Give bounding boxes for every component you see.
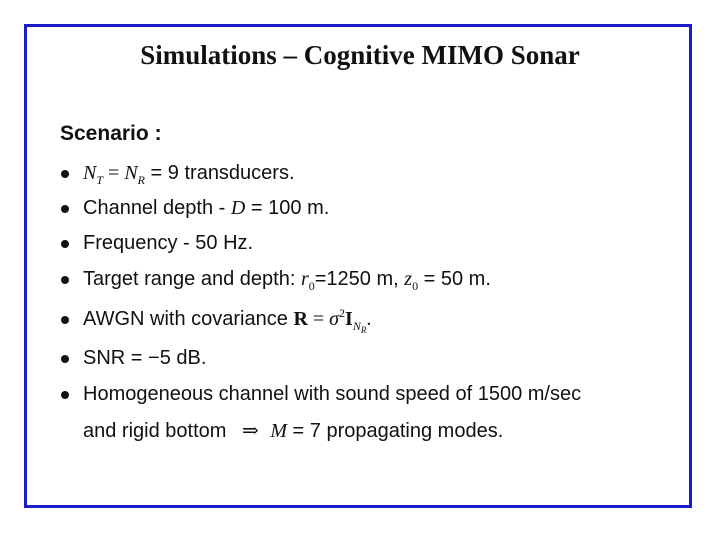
math-R: R — [293, 308, 308, 330]
math-N: N — [124, 162, 138, 184]
bullet-dot-icon — [61, 276, 69, 284]
bullet-dot-icon — [61, 316, 69, 324]
slide-title: Simulations – Cognitive MIMO Sonar — [140, 40, 580, 70]
math-I: I — [345, 308, 353, 330]
bullet-dot-icon — [61, 391, 69, 399]
math-sigma: σ — [329, 308, 340, 330]
heading-colon: : — [154, 122, 162, 145]
math-D: D — [230, 197, 246, 219]
bullet-channel-continuation: and rigid bottom ⇒ M = 7 propagating modes. — [83, 420, 504, 442]
math-M: M — [270, 420, 287, 442]
math-sub: R — [137, 173, 145, 187]
math-N: N — [83, 162, 97, 184]
bullet-dot-icon — [61, 205, 69, 213]
implies-arrow-icon: ⇒ — [241, 420, 259, 442]
math-r: r — [300, 268, 309, 290]
math-z: z — [404, 268, 413, 290]
heading-text: Scenario — [60, 122, 149, 145]
scenario-heading — [60, 122, 162, 146]
bullet-dot-icon — [61, 240, 69, 248]
bullet-dot-icon — [61, 170, 69, 178]
bullet-dot-icon — [61, 355, 69, 363]
math-sub: T — [96, 173, 104, 187]
